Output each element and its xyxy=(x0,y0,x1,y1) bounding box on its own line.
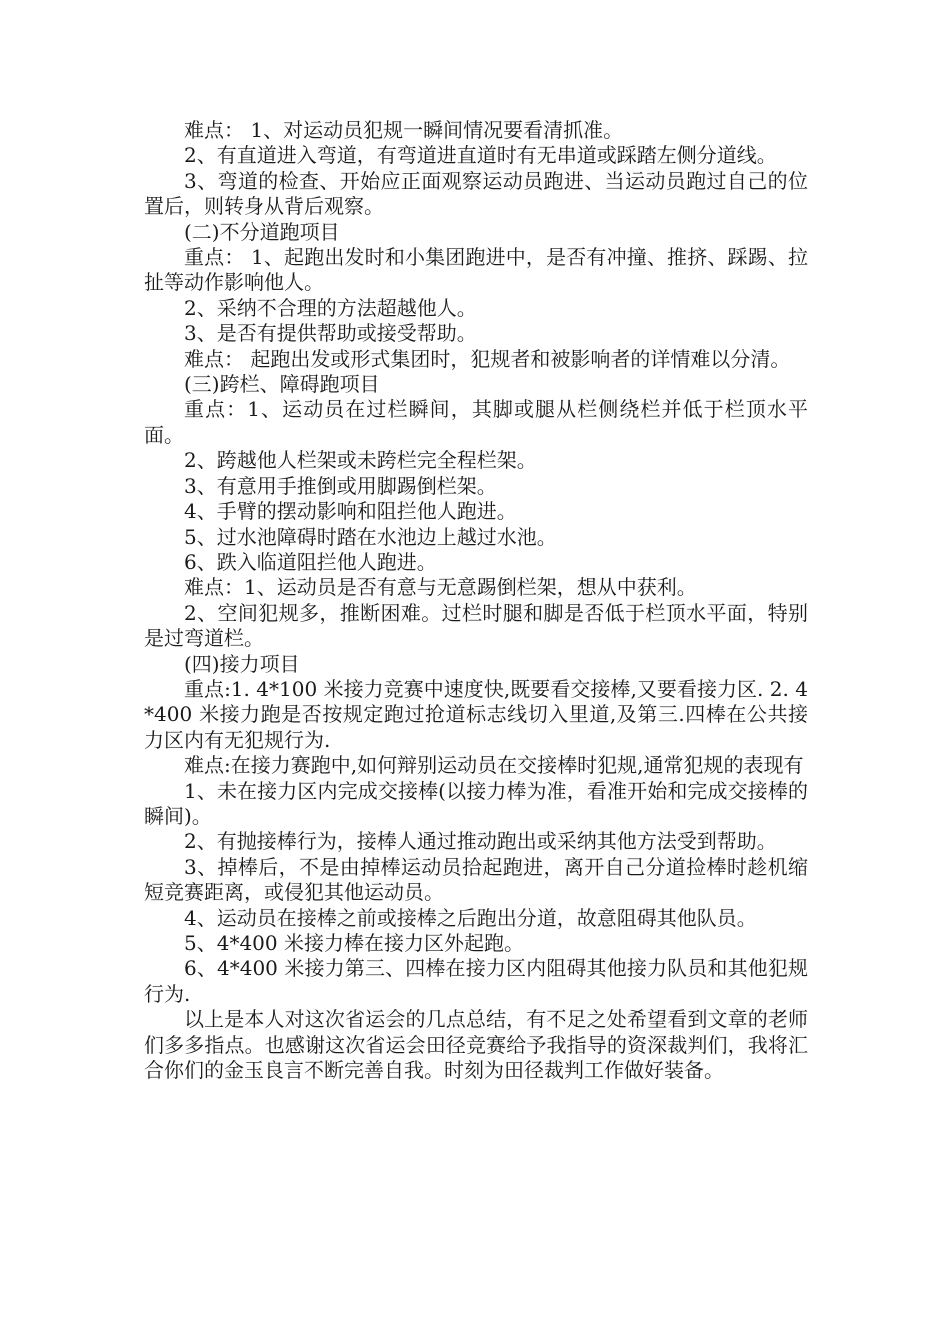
paragraph-relay-foul-1: 1、未在接力区内完成交接棒(以接力棒为准，看准开始和完成交接棒的瞬间)。 xyxy=(144,778,808,828)
paragraph-relay-foul-3: 3、掉棒后，不是由掉棒运动员拾起跑进，离开自己分道捡棒时趁机缩短竞赛距离，或侵犯其他运动员。 xyxy=(144,854,808,905)
section-heading-relay: (四)接力项目 xyxy=(184,651,300,676)
section-heading-hurdles: (三)跨栏、障碍跑项目 xyxy=(184,372,380,397)
paragraph-key-point-2: 2、采纳不合理的方法超越他人。 xyxy=(184,295,477,320)
paragraph-conclusion: 以上是本人对这次省运会的几点总结，有不足之处希望看到文章的老师们多多指点。也感谢这次省运会田径竞赛给予我指导的资深裁判们，我将汇合你们的金玉良言不断完善自我。时刻为田径裁判工作做好装备。 xyxy=(144,1007,808,1083)
paragraph-relay-foul-4: 4、运动员在接棒之前或接棒之后跑出分道，故意阻碍其他队员。 xyxy=(184,905,757,930)
paragraph-difficulty-2: 2、有直道进入弯道，有弯道进直道时有无串道或踩踏左侧分道线。 xyxy=(184,143,777,168)
paragraph-hurdles-key-4: 4、手臂的摆动影响和阻拦他人跑进。 xyxy=(184,499,517,524)
paragraph-relay-foul-6: 6、4*400 米接力第三、四棒在接力区内阻碍其他接力队员和其他犯规行为. xyxy=(144,956,808,1006)
paragraph-key-point-1: 重点： 1、起跑出发时和小集团跑进中，是否有冲撞、推挤、踩踢、拉扯等动作影响他人。 xyxy=(144,245,808,295)
paragraph-difficulty-1: 难点： 1、对运动员犯规一瞬间情况要看清抓准。 xyxy=(184,118,624,142)
paragraph-hurdles-key-3: 3、有意用手推倒或用脚踢倒栏架。 xyxy=(184,473,497,498)
paragraph-key-point-3: 3、是否有提供帮助或接受帮助。 xyxy=(184,321,477,346)
paragraph-relay-key: 重点:1. 4*100 米接力竞赛中速度快,既要看交接棒,又要看接力区. 2. 4*400 米接力跑是否按规定跑过抢道标志线切入里道,及第三.四棒在公共接力区内有无犯规行为. xyxy=(144,676,808,752)
paragraph-hurdles-key-5: 5、过水池障碍时踏在水池边上越过水池。 xyxy=(184,524,557,549)
paragraph-difficulty: 难点： 起跑出发或形式集团时，犯规者和被影响者的详情难以分清。 xyxy=(184,346,791,371)
paragraph-hurdles-key-1: 重点：1、运动员在过栏瞬间，其脚或腿从栏侧绕栏并低于栏顶水平面。 xyxy=(144,397,808,447)
paragraph-difficulty-3: 3、弯道的检查、开始应正面观察运动员跑进、当运动员跑过自己的位置后，则转身从背后观察。 xyxy=(144,168,808,219)
paragraph-hurdles-difficulty-2: 2、空间犯规多，推断困难。过栏时腿和脚是否低于栏顶水平面，特别是过弯道栏。 xyxy=(144,600,808,651)
paragraph-hurdles-key-2: 2、跨越他人栏架或未跨栏完全程栏架。 xyxy=(184,448,537,473)
section-heading-non-lane-events: (二)不分道跑项目 xyxy=(184,219,340,244)
paragraph-relay-difficulty: 难点:在接力赛跑中,如何辩别运动员在交接棒时犯规,通常犯规的表现有 xyxy=(184,753,804,778)
paragraph-hurdles-difficulty-1: 难点：1、运动员是否有意与无意踢倒栏架，想从中获利。 xyxy=(184,575,697,600)
paragraph-relay-foul-2: 2、有抛接棒行为，接棒人通过推动跑出或采纳其他方法受到帮助。 xyxy=(184,829,777,854)
document-body xyxy=(144,118,808,1083)
paragraph-relay-foul-5: 5、4*400 米接力棒在接力区外起跑。 xyxy=(184,931,524,955)
paragraph-hurdles-key-6: 6、跌入临道阻拦他人跑进。 xyxy=(184,549,437,574)
